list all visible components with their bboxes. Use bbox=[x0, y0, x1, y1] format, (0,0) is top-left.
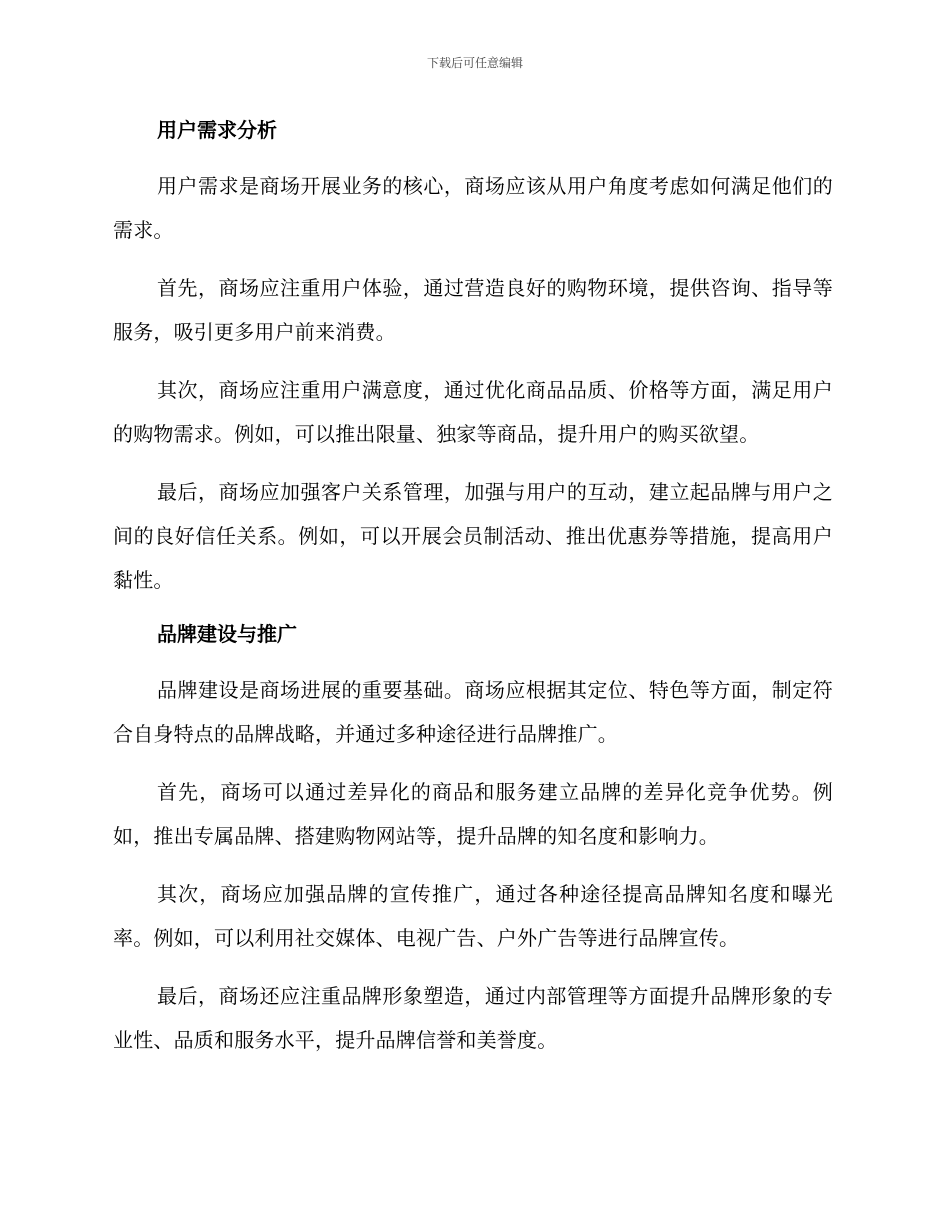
section-heading: 用户需求分析 bbox=[157, 118, 277, 142]
section-heading: 品牌建设与推广 bbox=[157, 622, 297, 646]
paragraph: 首先，商场应注重用户体验，通过营造良好的购物环境，提供咨询、指导等服务，吸引更多用户前来消费。 bbox=[113, 276, 833, 344]
section-brand-building bbox=[113, 616, 833, 1062]
paragraph: 最后，商场应加强客户关系管理，加强与用户的互动，建立起品牌与用户之间的良好信任关系。例如，可以开展会员制活动、推出优惠券等措施，提高用户黏性。 bbox=[113, 480, 833, 592]
paragraph: 用户需求是商场开展业务的核心，商场应该从用户角度考虑如何满足他们的需求。 bbox=[113, 174, 833, 242]
paragraph: 品牌建设是商场进展的重要基础。商场应根据其定位、特色等方面，制定符合自身特点的品牌战略，并通过多种途径进行品牌推广。 bbox=[113, 678, 833, 746]
section-user-needs bbox=[113, 112, 833, 602]
paragraph: 其次，商场应加强品牌的宣传推广，通过各种途径提高品牌知名度和曝光率。例如，可以利用社交媒体、电视广告、户外广告等进行品牌宣传。 bbox=[113, 882, 833, 950]
paragraph: 其次，商场应注重用户满意度，通过优化商品品质、价格等方面，满足用户的购物需求。例如，可以推出限量、独家等商品，提升用户的购买欲望。 bbox=[113, 378, 833, 446]
paragraph: 首先，商场可以通过差异化的商品和服务建立品牌的差异化竞争优势。例如，推出专属品牌、搭建购物网站等，提升品牌的知名度和影响力。 bbox=[113, 780, 833, 848]
document-body bbox=[113, 112, 833, 1076]
paragraph: 最后，商场还应注重品牌形象塑造，通过内部管理等方面提升品牌形象的专业性、品质和服务水平，提升品牌信誉和美誉度。 bbox=[113, 984, 833, 1052]
page-header-note: 下载后可任意编辑 bbox=[426, 56, 523, 70]
